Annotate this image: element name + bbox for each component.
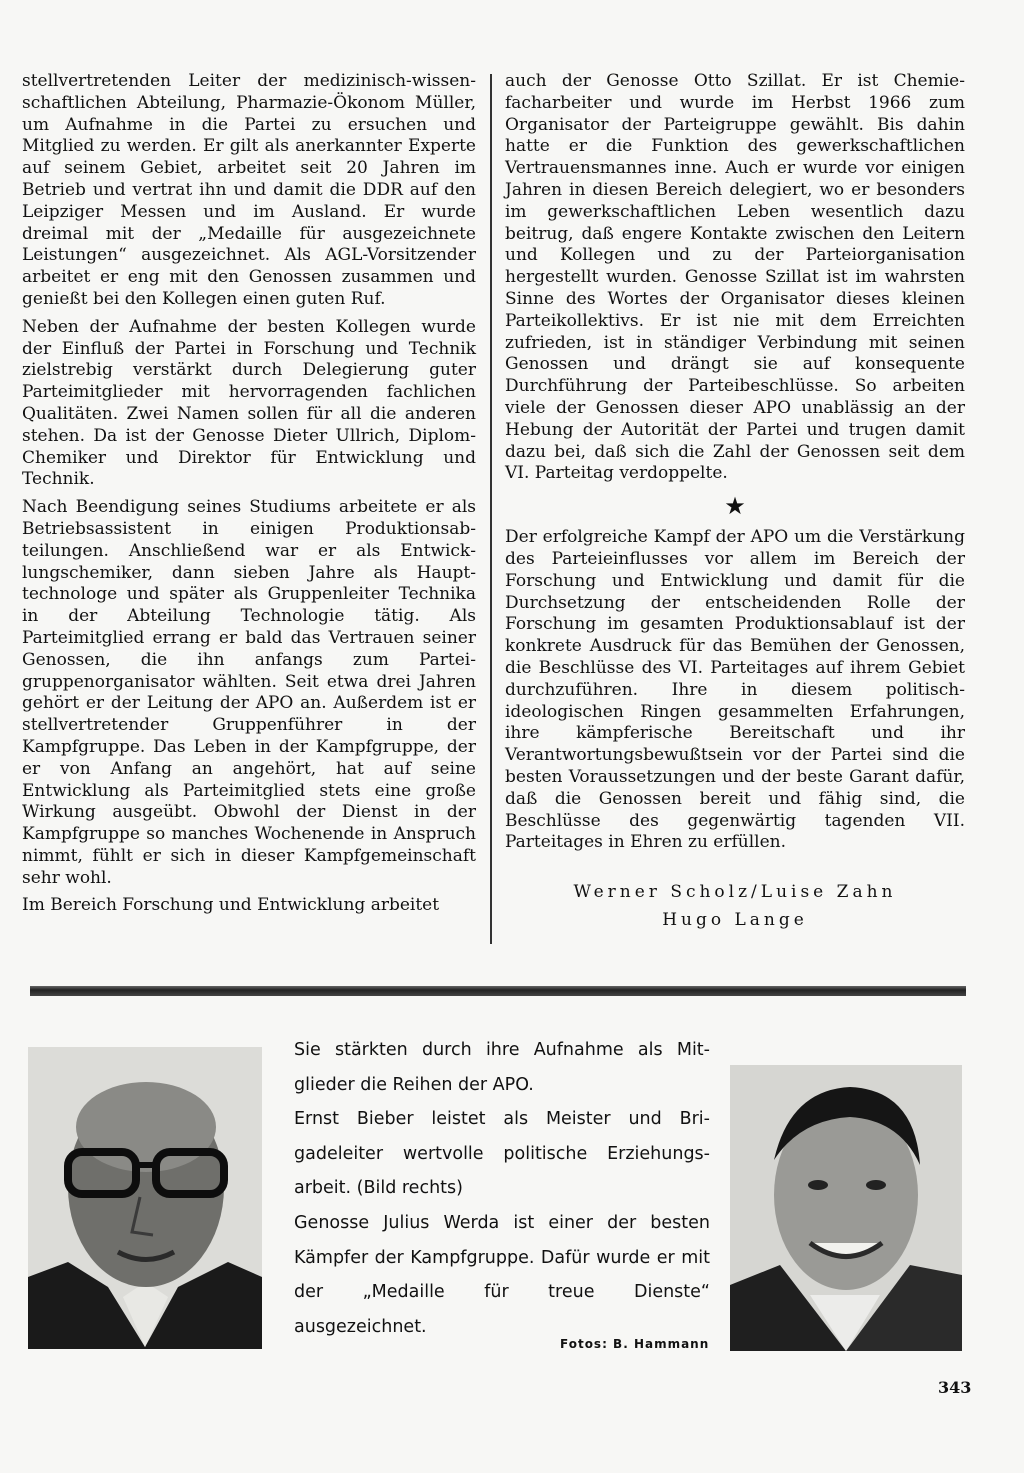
right-paragraph-2: Der erfolgreiche Kampf der APO um die Verstärkung des Parteieinflusses vor allem im Bereich der Forschung und Entwicklung und damit für die Durchsetzung der entscheidenden Rolle der Forschung im gesamten Produktionsablauf ist der konkrete Ausdruck für das Bemühen der Genossen, die Beschlüsse des VI. Parteitages auf ihrem Gebiet durchzuführen. Ihre in diesem politisch-ideologischen Ringen gesammelten Erfahrungen, ihre kämpferische Bereitschaft und ihr Verantwortungsbewußtsein vor der Partei sind die besten Voraussetzungen und der beste Garant dafür, daß die Genossen bereit und fähig sind, die Beschlüsse des gegenwärtig tagenden VII. Parteitages in Ehren zu erfüllen. [505, 527, 965, 853]
right-text-column [505, 71, 965, 934]
left-paragraph-4: Im Bereich Forschung und Entwicklung arbeitet [22, 895, 440, 916]
photo-credit: Fotos: B. Hammann [560, 1337, 710, 1351]
portrait-photo-left [28, 1047, 262, 1349]
photo-caption [294, 1033, 710, 1344]
left-paragraph-1: stellvertretenden Leiter der medizinisch-wissenschaftlichen Abteilung, Pharmazie-Ökonom Müller, um Aufnahme in die Partei zu ersuchen und Mitglied zu werden. Er gilt als anerkannter Experte auf seinem Gebiet, arbeitet seit 20 Jahren im Betrieb und vertrat ihn und damit die DDR auf den Leipziger Messen und im Ausland. Er wurde dreimal mit der „Medaille für ausgezeichnete Leistungen“ ausgezeichnet. Als AGL-Vorsitzender arbeitet er eng mit den Genossen zusammen und genießt bei den Kollegen einen guten Ruf. [22, 71, 476, 309]
right-paragraph-1: auch der Genosse Otto Szillat. Er ist Chemiefacharbeiter und wurde im Herbst 1966 zum Organisator der Parteigruppe gewählt. Bis dahin hatte er die Funktion des gewerkschaftlichen Vertrauensmannes inne. Auch er wurde vor einigen Jahren in diesen Bereich delegiert, wo er besonders im gewerkschaftlichen Leben wesentlich dazu beitrug, daß engere Kontakte zwischen den Leitern und Kollegen und zu der Parteiorganisation hergestellt wurden. Genosse Szillat ist im wahrsten Sinne des Wortes der Organisator dieses kleinen Parteikollektivs. Er ist nie mit dem Erreichten zufrieden, ist in ständiger Verbindung mit seinen Genossen und drängt sie auf konsequente Durchführung der Parteibeschlüsse. So arbeiten viele der Genossen dieser APO unablässig an der Hebung der Autorität der Partei und trugen damit dazu bei, daß sich die Zahl der Genossen seit dem VI. Parteitag verdoppelte. [505, 71, 965, 484]
left-text-column [22, 71, 476, 923]
portrait-photo-right [730, 1065, 962, 1351]
byline-author-2: Hugo Lange [662, 910, 808, 931]
caption-paragraph-1: Sie stärkten durch ihre Aufnahme als Mitglieder die Reihen der APO. [294, 1040, 710, 1095]
caption-paragraph-2: Ernst Bieber leistet als Meister und Brigadeleiter wertvolle politische Erziehungsarbeit. (Bild rechts) [294, 1109, 710, 1199]
byline-authors: Werner Scholz/Luise Zahn [573, 882, 897, 903]
left-paragraph-3: Nach Beendigung seines Studiums arbeitete er als Betriebsassistent in einigen Produktionsabteilungen. Anschließend war er als Entwicklungschemiker, dann sieben Jahre als Haupttechnologe und später als Gruppenleiter Technika in der Abteilung Technologie tätig. Als Parteimitglied errang er bald das Vertrauen seiner Genossen, die ihn anfangs zum Parteigruppenorganisator wählten. Seit etwa drei Jahren gehört er der Leitung der APO an. Außerdem ist er stellvertretender Gruppenführer in der Kampfgruppe. Das Leben in der Kampfgruppe, der er von Anfang an angehört, hat auf seine Entwicklung als Parteimitglied stets eine große Wirkung ausgeübt. Obwohl der Dienst in der Kampfgruppe so manches Wochenende in Anspruch nimmt, fühlt er sich in dieser Kampfgemeinschaft sehr wohl. [22, 497, 476, 888]
column-divider [490, 74, 492, 944]
left-paragraph-2: Neben der Aufnahme der besten Kollegen wurde der Einfluß der Partei in Forschung und Technik zielstrebig verstärkt durch Delegierung guter Parteimitglieder mit hervorragenden fachlichen Qualitäten. Zwei Namen sollen für all die anderen stehen. Da ist der Genosse Dieter Ullrich, Diplom-Chemiker und Direktor für Entwicklung und Technik. [22, 316, 476, 490]
horizontal-rule [30, 986, 966, 996]
caption-paragraph-3: Genosse Julius Werda ist einer der besten Kämpfer der Kampfgruppe. Dafür wurde er mit der „Medaille für treue Dienste“ ausgezeichnet. [294, 1212, 710, 1337]
star-separator: ★ [724, 492, 746, 521]
page-number: 343 [938, 1378, 972, 1397]
